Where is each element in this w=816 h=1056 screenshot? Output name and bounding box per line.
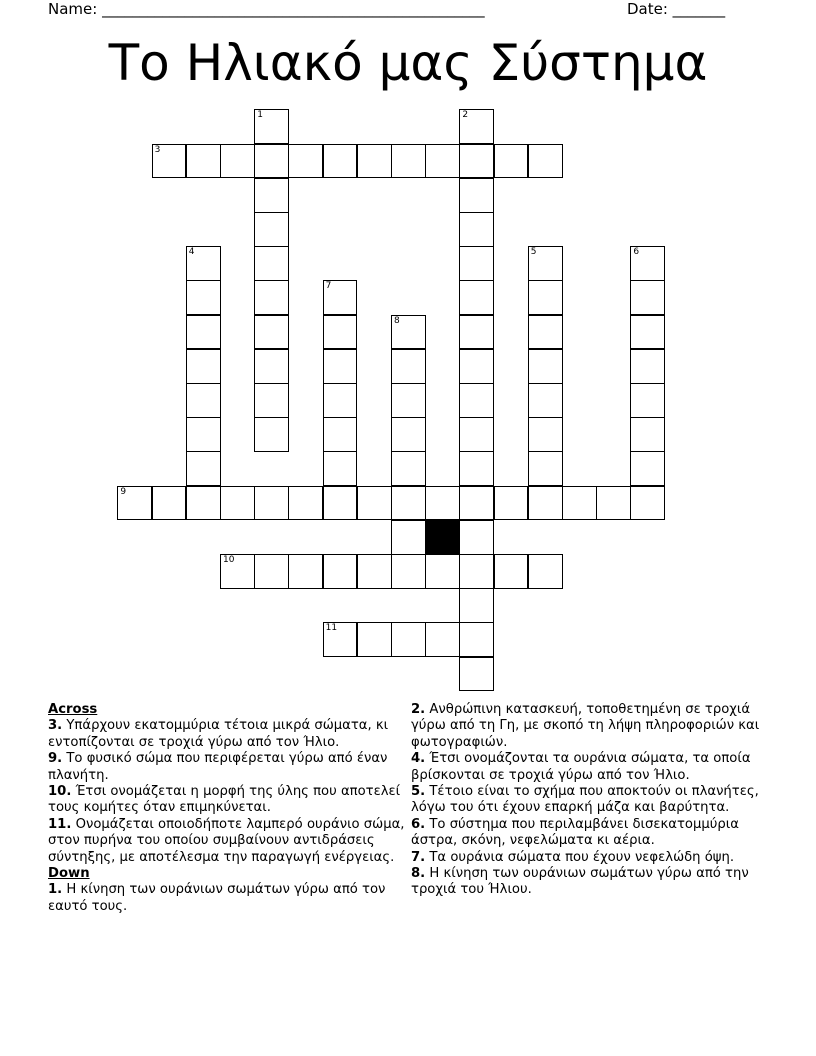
grid-cell[interactable] bbox=[254, 246, 289, 281]
grid-cell[interactable] bbox=[630, 349, 665, 384]
grid-cell[interactable] bbox=[391, 349, 426, 384]
page-title: Το Ηλιακό μας Σύστημα bbox=[108, 34, 708, 92]
grid-cell[interactable] bbox=[323, 383, 358, 418]
clue-number: 9 bbox=[120, 486, 127, 497]
grid-cell[interactable] bbox=[391, 383, 426, 418]
clue-item bbox=[48, 751, 408, 784]
grid-cell[interactable] bbox=[494, 486, 529, 521]
clue-item-number: 11. bbox=[48, 816, 72, 832]
grid-cell[interactable] bbox=[459, 349, 494, 384]
grid-cell[interactable] bbox=[152, 486, 187, 521]
clues-left-column bbox=[48, 702, 408, 915]
grid-cell[interactable] bbox=[391, 315, 426, 350]
grid-cell[interactable] bbox=[323, 554, 358, 589]
grid-cell[interactable] bbox=[323, 486, 358, 521]
clue-item-text: Τέτοιο είναι το σχήμα που αποκτούν οι πλανήτες, λόγω του ότι έχουν επαρκή μάζα και βαρύτητα. bbox=[411, 784, 759, 816]
grid-cell[interactable] bbox=[186, 383, 221, 418]
grid-cell[interactable] bbox=[528, 383, 563, 418]
grid-cell[interactable] bbox=[254, 280, 289, 315]
clue-item-number: 9. bbox=[48, 751, 63, 767]
clue-item-number: 7. bbox=[411, 849, 426, 865]
grid-cell[interactable] bbox=[630, 246, 665, 281]
grid-cell[interactable] bbox=[254, 109, 289, 144]
grid-cell[interactable] bbox=[459, 417, 494, 452]
grid-cell[interactable] bbox=[459, 212, 494, 247]
clue-number: 11 bbox=[325, 623, 338, 634]
date-field-label: Date: _______ bbox=[627, 0, 726, 18]
grid-cell[interactable] bbox=[459, 451, 494, 486]
clue-item bbox=[411, 817, 771, 850]
grid-cell[interactable] bbox=[186, 144, 221, 179]
clue-item-number: 4. bbox=[411, 751, 426, 767]
grid-cell[interactable] bbox=[186, 280, 221, 315]
grid-cell[interactable] bbox=[528, 451, 563, 486]
clue-item bbox=[411, 702, 771, 751]
clue-number: 5 bbox=[530, 247, 537, 258]
clue-item bbox=[411, 751, 771, 784]
grid-cell[interactable] bbox=[254, 178, 289, 213]
grid-cell[interactable] bbox=[357, 486, 392, 521]
clue-item-text: Το φυσικό σώμα που περιφέρεται γύρω από έναν πλανήτη. bbox=[48, 751, 388, 783]
clue-item bbox=[48, 882, 408, 915]
clue-number: 8 bbox=[394, 315, 400, 326]
grid-block-cell bbox=[425, 520, 460, 555]
clue-number: 3 bbox=[154, 144, 161, 155]
grid-cell[interactable] bbox=[357, 554, 392, 589]
grid-cell[interactable] bbox=[391, 520, 426, 555]
grid-cell[interactable] bbox=[357, 622, 392, 657]
grid-cell[interactable] bbox=[323, 280, 358, 315]
grid-cell[interactable] bbox=[630, 486, 665, 521]
grid-cell[interactable] bbox=[528, 486, 563, 521]
grid-cell[interactable] bbox=[562, 486, 597, 521]
clue-item-text: Τα ουράνια σώματα που έχουν νεφελώδη όψη. bbox=[425, 849, 735, 865]
down-clue-list-left bbox=[48, 882, 408, 915]
grid-cell[interactable] bbox=[323, 451, 358, 486]
grid-cell[interactable] bbox=[425, 486, 460, 521]
grid-cell[interactable] bbox=[459, 486, 494, 521]
grid-cell[interactable] bbox=[152, 144, 187, 179]
clue-number: 2 bbox=[462, 110, 469, 121]
grid-cell[interactable] bbox=[459, 657, 494, 692]
grid-cell[interactable] bbox=[186, 486, 221, 521]
grid-cell[interactable] bbox=[528, 417, 563, 452]
grid-cell[interactable] bbox=[186, 451, 221, 486]
grid-cell[interactable] bbox=[254, 383, 289, 418]
clue-item-number: 3. bbox=[48, 718, 63, 734]
grid-cell[interactable] bbox=[391, 622, 426, 657]
clues-right-column bbox=[411, 702, 771, 899]
grid-cell[interactable] bbox=[528, 246, 563, 281]
grid-cell[interactable] bbox=[186, 417, 221, 452]
grid-cell[interactable] bbox=[459, 520, 494, 555]
clue-item bbox=[48, 817, 408, 866]
grid-cell[interactable] bbox=[323, 417, 358, 452]
grid-cell[interactable] bbox=[459, 315, 494, 350]
grid-cell[interactable] bbox=[494, 554, 529, 589]
grid-cell[interactable] bbox=[323, 144, 358, 179]
grid-cell[interactable] bbox=[323, 349, 358, 384]
clue-number: 7 bbox=[325, 281, 332, 292]
grid-cell[interactable] bbox=[186, 246, 221, 281]
across-clue-list bbox=[48, 718, 408, 866]
clue-item-number: 10. bbox=[48, 784, 72, 800]
grid-cell[interactable] bbox=[288, 144, 323, 179]
grid-cell[interactable] bbox=[391, 144, 426, 179]
grid-cell[interactable] bbox=[630, 417, 665, 452]
grid-cell[interactable] bbox=[459, 280, 494, 315]
grid-cell[interactable] bbox=[459, 109, 494, 144]
clue-item-number: 5. bbox=[411, 784, 426, 800]
grid-cell[interactable] bbox=[254, 349, 289, 384]
grid-cell[interactable] bbox=[254, 554, 289, 589]
across-heading: Across bbox=[48, 702, 98, 717]
clue-item-text: Έτσι ονομάζονται τα ουράνια σώματα, τα οποία βρίσκονται σε τροχιά γύρω από τον Ήλιο. bbox=[411, 751, 751, 783]
grid-cell[interactable] bbox=[459, 178, 494, 213]
grid-cell[interactable] bbox=[494, 144, 529, 179]
grid-cell[interactable] bbox=[596, 486, 631, 521]
grid-cell[interactable] bbox=[288, 486, 323, 521]
grid-cell[interactable] bbox=[186, 315, 221, 350]
grid-cell[interactable] bbox=[186, 349, 221, 384]
grid-cell[interactable] bbox=[425, 554, 460, 589]
clue-item bbox=[411, 784, 771, 817]
grid-cell[interactable] bbox=[630, 315, 665, 350]
grid-cell[interactable] bbox=[391, 417, 426, 452]
grid-cell[interactable] bbox=[459, 246, 494, 281]
grid-cell[interactable] bbox=[323, 622, 358, 657]
grid-cell[interactable] bbox=[630, 280, 665, 315]
grid-cell[interactable] bbox=[323, 315, 358, 350]
grid-cell[interactable] bbox=[254, 144, 289, 179]
clue-number: 1 bbox=[257, 110, 263, 121]
grid-cell[interactable] bbox=[528, 144, 563, 179]
grid-cell[interactable] bbox=[220, 486, 255, 521]
clue-item bbox=[48, 718, 408, 751]
clue-item-text: Έτσι ονομάζεται η μορφή της ύλης που αποτελεί τους κομήτες όταν επιμηκύνεται. bbox=[48, 784, 401, 816]
clue-item-text: Η κίνηση των ουράνιων σωμάτων γύρω από την τροχιά του Ήλιου. bbox=[411, 866, 749, 898]
grid-cell[interactable] bbox=[254, 486, 289, 521]
grid-cell[interactable] bbox=[425, 144, 460, 179]
grid-cell[interactable] bbox=[425, 622, 460, 657]
grid-cell[interactable] bbox=[459, 554, 494, 589]
grid-cell[interactable] bbox=[391, 451, 426, 486]
clue-number: 4 bbox=[188, 247, 195, 258]
clue-item-number: 2. bbox=[411, 702, 426, 717]
grid-cell[interactable] bbox=[459, 383, 494, 418]
clue-item-text: Η κίνηση των ουράνιων σωμάτων γύρω από τον εαυτό τους. bbox=[48, 882, 386, 914]
clue-item-number: 8. bbox=[411, 866, 426, 882]
grid-cell[interactable] bbox=[254, 212, 289, 247]
grid-cell[interactable] bbox=[357, 144, 392, 179]
clue-number: 10 bbox=[223, 555, 235, 565]
grid-cell[interactable] bbox=[528, 315, 563, 350]
down-clue-list-right bbox=[411, 702, 771, 899]
clue-item-text: Ανθρώπινη κατασκευή, τοποθετημένη σε τροχιά γύρω από τη Γη, με σκοπό τη λήψη πληροφοριών και φωτογραφιών. bbox=[411, 702, 760, 750]
clue-number: 6 bbox=[633, 247, 640, 258]
down-heading: Down bbox=[48, 866, 90, 882]
grid-cell[interactable] bbox=[630, 451, 665, 486]
clue-item bbox=[48, 784, 408, 817]
clue-item-number: 6. bbox=[411, 816, 426, 832]
grid-cell[interactable] bbox=[630, 383, 665, 418]
clue-item-text: Το σύστημα που περιλαμβάνει δισεκατομμύρια άστρα, σκόνη, νεφελώματα κι αέρια. bbox=[411, 816, 739, 849]
clue-item-number: 1. bbox=[48, 882, 63, 898]
clue-item bbox=[411, 866, 771, 899]
grid-cell[interactable] bbox=[528, 554, 563, 589]
grid-cell[interactable] bbox=[528, 280, 563, 315]
grid-cell[interactable] bbox=[459, 622, 494, 657]
clue-item-text: Ονομάζεται οποιοδήποτε λαμπερό ουράνιο σώμα, στον πυρήνα του οποίου συμβαίνουν αντιδράσεις σύντηξης, με αποτέλεσμα την παραγωγή ενέργειας. bbox=[48, 816, 405, 865]
grid-cell[interactable] bbox=[288, 554, 323, 589]
grid-cell[interactable] bbox=[459, 588, 494, 623]
grid-cell[interactable] bbox=[459, 144, 494, 179]
grid-cell[interactable] bbox=[528, 349, 563, 384]
grid-cell[interactable] bbox=[220, 554, 255, 589]
clue-item-text: Υπάρχουν εκατομμύρια τέτοια μικρά σώματα, κι εντοπίζονται σε τροχιά γύρω από τον Ήλιο. bbox=[48, 718, 389, 750]
grid-cell[interactable] bbox=[391, 554, 426, 589]
grid-cell[interactable] bbox=[254, 315, 289, 350]
grid-cell[interactable] bbox=[117, 486, 152, 521]
grid-cell[interactable] bbox=[220, 144, 255, 179]
grid-cell[interactable] bbox=[254, 417, 289, 452]
name-field-label: Name: ___________________________________________________ bbox=[48, 0, 485, 18]
clue-item bbox=[411, 850, 771, 866]
grid-cell[interactable] bbox=[391, 486, 426, 521]
